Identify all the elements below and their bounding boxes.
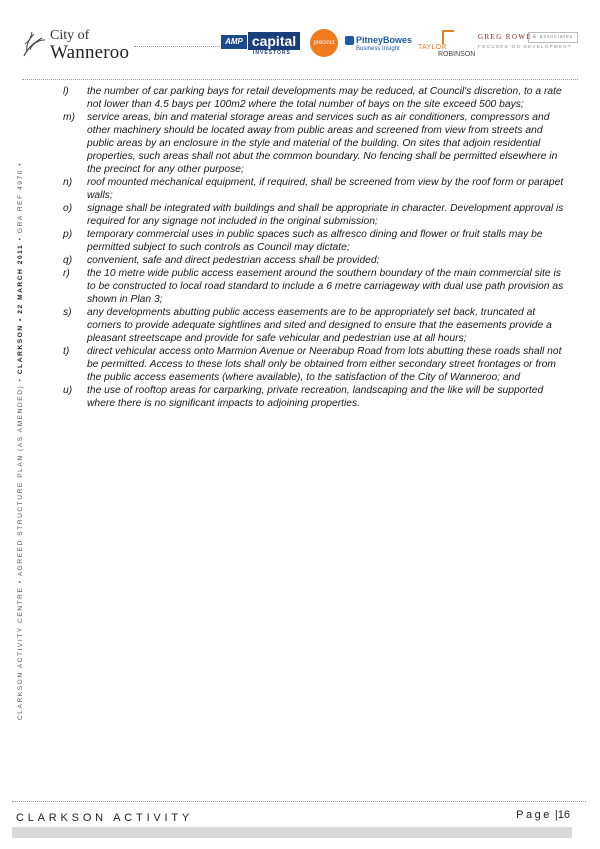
sidebar-document-info <box>17 110 24 720</box>
list-item-text: the 10 metre wide public access easement around the southern boundary of the main commercial site is to be constructed to local road standard to include a 6 metre carriageway with dual use path provision as shown in Plan 3; <box>87 268 564 305</box>
sidebar-text-a: CLARKSON ACTIVITY CENTRE • AGREED STRUCTURE PLAN (AS AMENDED) • <box>17 374 24 720</box>
robinson-text: ROBINSON <box>438 51 476 58</box>
list-item-label: s) <box>63 307 72 318</box>
list-item-label: t) <box>63 346 70 357</box>
list-item-label: l) <box>63 86 69 97</box>
list-item <box>63 202 573 228</box>
amp-badge: AMP <box>221 35 247 49</box>
main-content <box>63 85 573 410</box>
list-item-text: temporary commercial uses in public spaces such as alfresco dining and flower or fruit stalls may be permitted subject to such controls as Council may dictate; <box>87 229 543 253</box>
precinct-logo: precinct <box>310 29 338 57</box>
list-item-text: the number of car parking bays for retail developments may be reduced, at Council's discretion, to a rate not lower than 4.5 bays per 100m2 where the total number of bays on the site exceed 500 bays; <box>87 86 562 110</box>
list-item-text: service areas, bin and material storage areas and services such as air conditioners, compressors and other machinery should be located away from public areas and screened from view from streets and public areas by an enclosure in the style and material of the building. On sites that adjoin residential properties, such areas shall not abut the common boundary. No fencing shall be permitted elsewhere in the precinct for any other purpose; <box>87 112 558 175</box>
list-item <box>63 306 573 345</box>
list-item <box>63 384 573 410</box>
header-dotted-connector <box>134 46 220 47</box>
vertical-sidebar <box>12 110 26 720</box>
list-item-label: p) <box>63 229 73 240</box>
list-item-text: any developments abutting public access easements are to be appropriately set back, truncated at corners to provide adequate sightlines and sited and designed to ensure that the easements provide a pleasant streetscape and provide for safe vehicular and pedestrian use at all hours; <box>87 307 552 344</box>
footer-title: CLARKSON ACTIVITY <box>16 812 194 824</box>
list-item <box>63 254 573 267</box>
sidebar-text-b: CLARKSON • 22 MARCH 2011 <box>17 243 24 375</box>
logo-wanneroo-text: Wanneroo <box>50 42 130 63</box>
page-header <box>0 0 600 80</box>
list-item <box>63 85 573 111</box>
footer-bar <box>12 827 572 838</box>
amp-capital-text: capital <box>248 32 300 50</box>
greg-rowe-associates-text: & associates <box>528 32 578 43</box>
page-separator: | <box>554 809 558 821</box>
taylor-text: TAYLOR <box>418 44 447 51</box>
list-item-label: m) <box>63 112 76 123</box>
city-of-wanneroo-logo <box>22 26 132 66</box>
header-divider <box>22 79 578 80</box>
bird-emblem-icon <box>22 30 46 58</box>
page-word: Page <box>516 809 552 821</box>
list-item-text: signage shall be integrated with buildings and shall be appropriate in character. Development approval is required for any signage not included in the original submission; <box>87 203 564 227</box>
greg-rowe-logo <box>478 33 578 53</box>
list-item <box>63 267 573 306</box>
pitney-bowes-mark-icon <box>345 36 354 45</box>
taylor-robinson-mark-icon <box>442 30 454 44</box>
greg-rowe-tagline: FOCUSED ON DEVELOPMENT <box>478 44 572 49</box>
list-item-text: convenient, safe and direct pedestrian access shall be provided; <box>87 255 380 266</box>
list-item <box>63 111 573 176</box>
list-item-label: u) <box>63 385 73 396</box>
amp-investors-text: INVESTORS <box>253 50 291 56</box>
list-item-label: o) <box>63 203 73 214</box>
list-item-label: n) <box>63 177 73 188</box>
list-item-text: the use of rooftop areas for carparking, private recreation, landscaping and the like will be supported where there is no significant impacts to adjoining properties. <box>87 385 544 409</box>
list-item-text: roof mounted mechanical equipment, if required, shall be screened from view by the roof form or parapet walls; <box>87 177 564 201</box>
taylor-robinson-logo <box>418 30 476 58</box>
list-item <box>63 345 573 384</box>
list-item-label: r) <box>63 268 70 279</box>
amp-capital-logo <box>221 32 301 56</box>
list-item <box>63 228 573 254</box>
list-item-label: q) <box>63 255 73 266</box>
greg-rowe-text: GREG ROWE <box>478 33 533 41</box>
sidebar-text-c: • GRA REF 4970 • <box>17 161 24 244</box>
list-item-text: direct vehicular access onto Marmion Avenue or Neerabup Road from lots abutting these roads shall not be permitted. Access to these lots shall only be obtained from either secondary street frontages or from the public access easements (where available), to the satisfaction of the City of Wanneroo; and <box>87 346 562 383</box>
logo-city-of-text: City of <box>50 28 90 43</box>
pitney-bowes-tagline: Business Insight <box>356 46 400 52</box>
pitney-bowes-logo <box>345 35 415 57</box>
footer-divider <box>12 801 586 802</box>
pitney-bowes-text: PitneyBowes <box>356 35 413 45</box>
page-indicator <box>516 809 570 821</box>
page-number: 16 <box>557 809 570 821</box>
list-item <box>63 176 573 202</box>
